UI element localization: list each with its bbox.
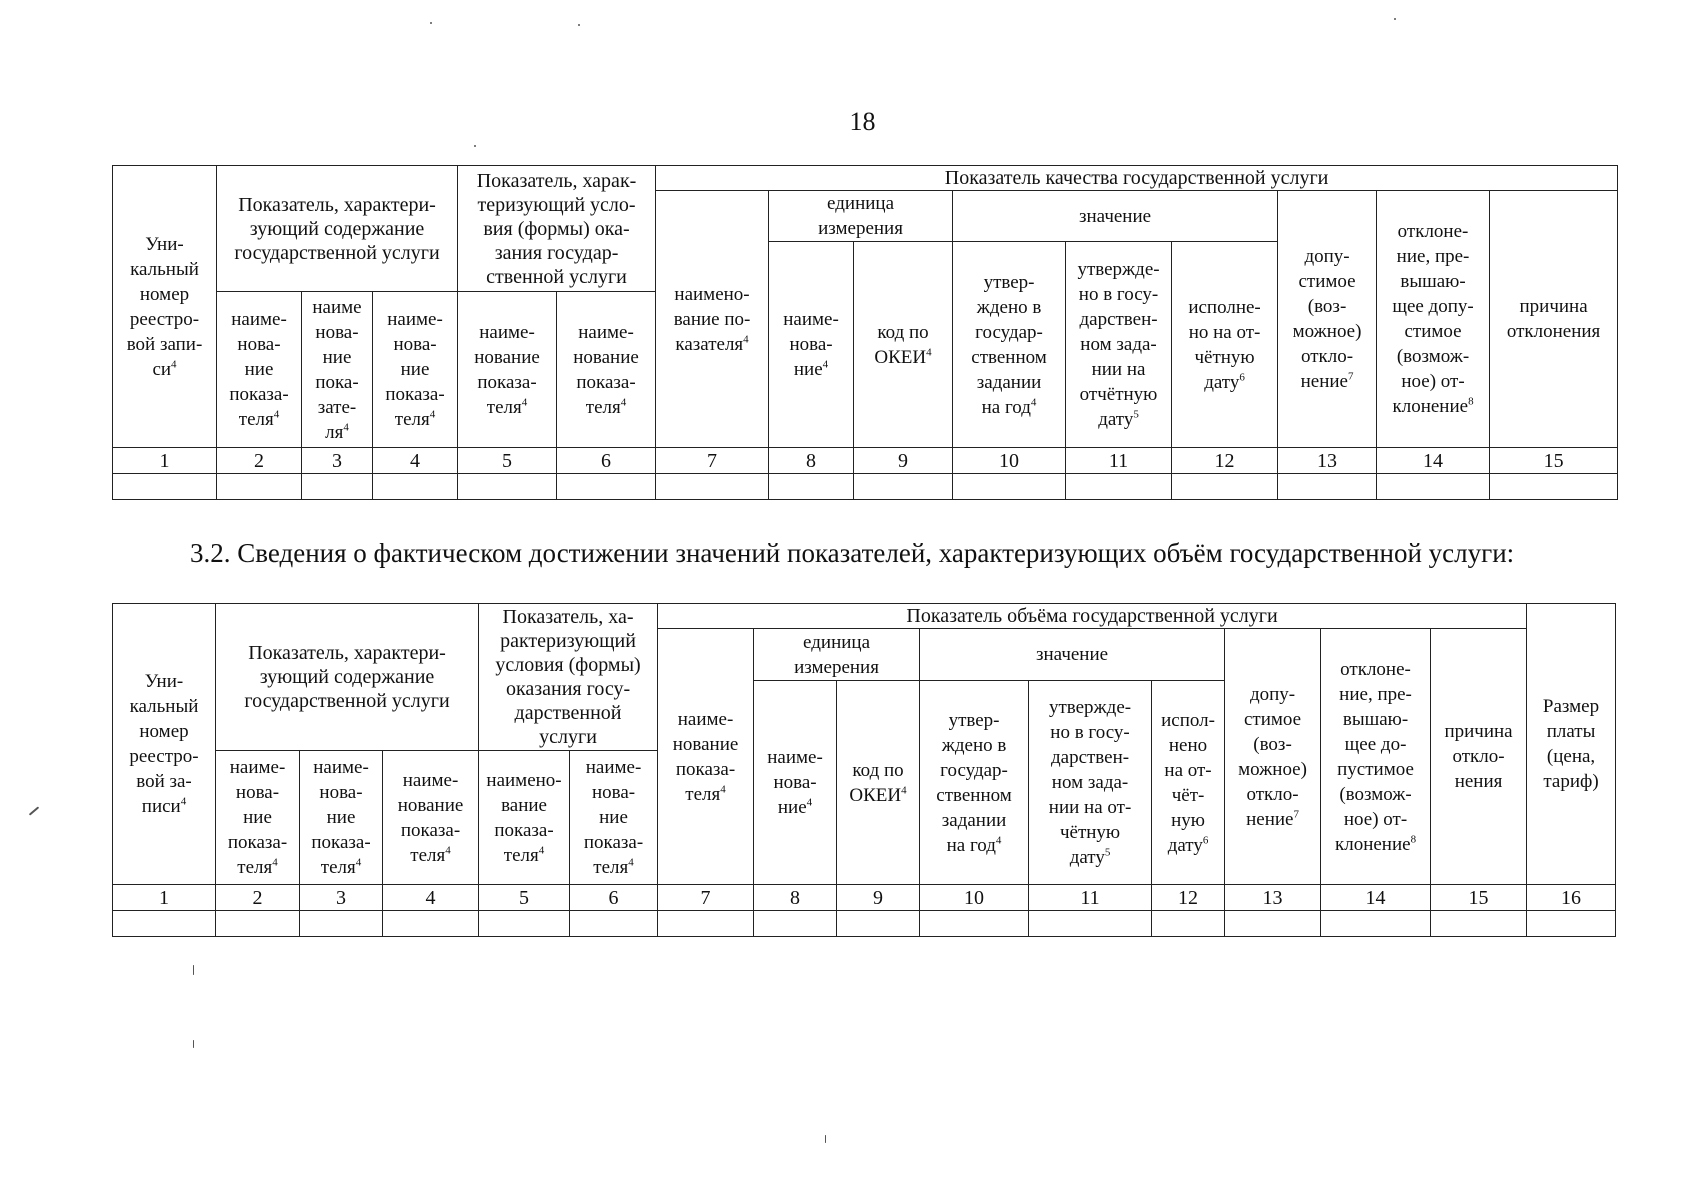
column-numbers-row [113,448,1618,474]
empty-cell [113,474,217,500]
empty-cell [953,474,1066,500]
content-indicator-name-header: наиме нова- ние пока- зате- $ля^4$ [302,292,373,448]
column-number: 14 [1321,885,1431,911]
column-number: 2 [217,448,302,474]
empty-cell [1527,911,1616,937]
empty-cell [854,474,953,500]
empty-cell [1029,911,1152,937]
empty-cell [1225,911,1321,937]
unit-group-header: единица измерения [769,191,953,242]
column-number: 11 [1066,448,1172,474]
okei-code-header: код по ОКЕИ$^4$ [854,242,953,448]
column-number: 8 [754,885,837,911]
fee-size-header: Размер платы (цена, тариф) [1527,604,1616,885]
empty-cell [216,911,300,937]
empty-cell [1066,474,1172,500]
column-number: 5 [458,448,557,474]
unique-number-header: Уни- кальный номер реестро- вой запи- $си^4$ [113,166,217,448]
approved-header: утвер- ждено в государ- ственном задании на год$^4$ [920,681,1029,885]
empty-cell [570,911,658,937]
excess-deviation-header: отклоне- ние, пре- вышаю- щее до- пустимое (возмож- ное) от- клонение$^8$ [1321,629,1431,885]
section-heading: 3.2. Сведения о фактическом достижении значений показателей, характеризующих объём государственной услуги: [190,538,1515,568]
approved-header: утвер- ждено в государ- ственном задании на год$^4$ [953,242,1066,448]
empty-data-row [113,474,1618,500]
empty-cell [300,911,383,937]
column-number: 8 [769,448,854,474]
scan-speck [825,1135,826,1143]
column-number: 12 [1152,885,1225,911]
content-indicator-name-header: наиме- нова- ние показа- теля$^4$ [217,292,302,448]
volume-indicator-group-header: Показатель объёма государственной услуги [658,604,1527,629]
content-indicator-name-header: наиме- нова- ние показа- теля$^4$ [216,751,300,885]
column-number: 9 [837,885,920,911]
scan-speck [430,22,432,24]
empty-cell [1431,911,1527,937]
column-number: 13 [1225,885,1321,911]
conditions-indicator-name-header: наиме- нование показа- теля$^4$ [458,292,557,448]
empty-cell [373,474,458,500]
empty-cell [1490,474,1618,500]
empty-cell [769,474,854,500]
unit-group-header: единица измерения [754,629,920,681]
empty-cell [557,474,656,500]
allowed-deviation-header: допу- стимое (воз- можное) откло- нение$^7$ [1278,191,1377,448]
empty-cell [920,911,1029,937]
empty-cell [458,474,557,500]
column-number: 10 [920,885,1029,911]
empty-cell [1321,911,1431,937]
column-number: 12 [1172,448,1278,474]
content-indicator-group-header: Показатель, характери- зующий содержание государственной услуги [216,604,479,751]
quality-indicator-group-header: Показатель качества государственной услуги [656,166,1618,191]
conditions-indicator-group-header: Показатель, ха- рактеризующий условия (формы) оказания госу- дарственной услуги [479,604,658,751]
column-number: 14 [1377,448,1490,474]
empty-cell [479,911,570,937]
empty-cell [754,911,837,937]
scan-speck [193,1040,194,1048]
column-number: 10 [953,448,1066,474]
scan-speck [1394,18,1396,20]
column-number: 11 [1029,885,1152,911]
column-number: 3 [300,885,383,911]
indicator-name-header: наиме- нование показа- теля$^4$ [658,629,754,885]
volume-indicators-table [112,603,1616,937]
column-number: 6 [557,448,656,474]
empty-data-row [113,911,1616,937]
column-number: 4 [373,448,458,474]
column-number: 16 [1527,885,1616,911]
okei-code-header: код по ОКЕИ$^4$ [837,681,920,885]
indicator-name-header: наимено- вание по- казателя$^4$ [656,191,769,448]
value-group-header: значение [953,191,1278,242]
value-group-header: значение [920,629,1225,681]
empty-cell [1152,911,1225,937]
column-number: 1 [113,885,216,911]
content-indicator-group-header: Показатель, характери- зующий содержание государственной услуги [217,166,458,292]
quality-indicators-table [112,165,1618,500]
column-number: 9 [854,448,953,474]
scan-speck [474,145,476,147]
empty-cell [656,474,769,500]
column-numbers-row [113,885,1616,911]
content-indicator-name-header: наиме- нова- ние показа- теля$^4$ [373,292,458,448]
empty-cell [1278,474,1377,500]
scan-speck [578,24,580,26]
column-number: 15 [1490,448,1618,474]
approved-on-date-header: утвержде- но в госу- дарствен- ном зада- нии на от- чётную дату$^5$ [1029,681,1152,885]
conditions-indicator-name-header: наимено- вание показа- теля$^4$ [479,751,570,885]
unit-name-header: наиме- нова- ние$^4$ [754,681,837,885]
empty-cell [1172,474,1278,500]
empty-cell [658,911,754,937]
conditions-indicator-name-header: наиме- нова- ние показа- теля$^4$ [570,751,658,885]
executed-header: исполне- но на от- чётную дату$^6$ [1172,242,1278,448]
executed-header: испол- нено на от- чёт- ную дату$^6$ [1152,681,1225,885]
empty-cell [1377,474,1490,500]
conditions-indicator-name-header: наиме- нование показа- теля$^4$ [557,292,656,448]
column-number: 4 [383,885,479,911]
column-number: 13 [1278,448,1377,474]
conditions-indicator-group-header: Показатель, харак- теризующий усло- вия (формы) ока- зания государ- ственной услуги [458,166,656,292]
column-number: 6 [570,885,658,911]
empty-cell [837,911,920,937]
page-number: 18 [849,107,876,136]
approved-on-date-header: утвержде- но в госу- дарствен- ном зада- нии на отчётную дату$^5$ [1066,242,1172,448]
content-indicator-name-header: наиме- нование показа- теля$^4$ [383,751,479,885]
scan-speck [29,806,39,815]
column-number: 7 [656,448,769,474]
empty-cell [383,911,479,937]
deviation-reason-header: причина отклонения [1490,191,1618,448]
empty-cell [217,474,302,500]
unique-number-header: Уни- кальный номер реестро- вой за- писи$^4$ [113,604,216,885]
deviation-reason-header: причина откло- нения [1431,629,1527,885]
column-number: 15 [1431,885,1527,911]
column-number: 5 [479,885,570,911]
content-indicator-name-header: наиме- нова- ние показа- теля$^4$ [300,751,383,885]
scan-speck [193,965,194,975]
column-number: 2 [216,885,300,911]
column-number: 3 [302,448,373,474]
unit-name-header: наиме- нова- ние$^4$ [769,242,854,448]
empty-cell [113,911,216,937]
column-number: 1 [113,448,217,474]
allowed-deviation-header: допу- стимое (воз- можное) откло- нение$^7$ [1225,629,1321,885]
excess-deviation-header: отклоне- ние, пре- вышаю- щее допу- стимое (возмож- ное) от- клонение$^8$ [1377,191,1490,448]
empty-cell [302,474,373,500]
column-number: 7 [658,885,754,911]
